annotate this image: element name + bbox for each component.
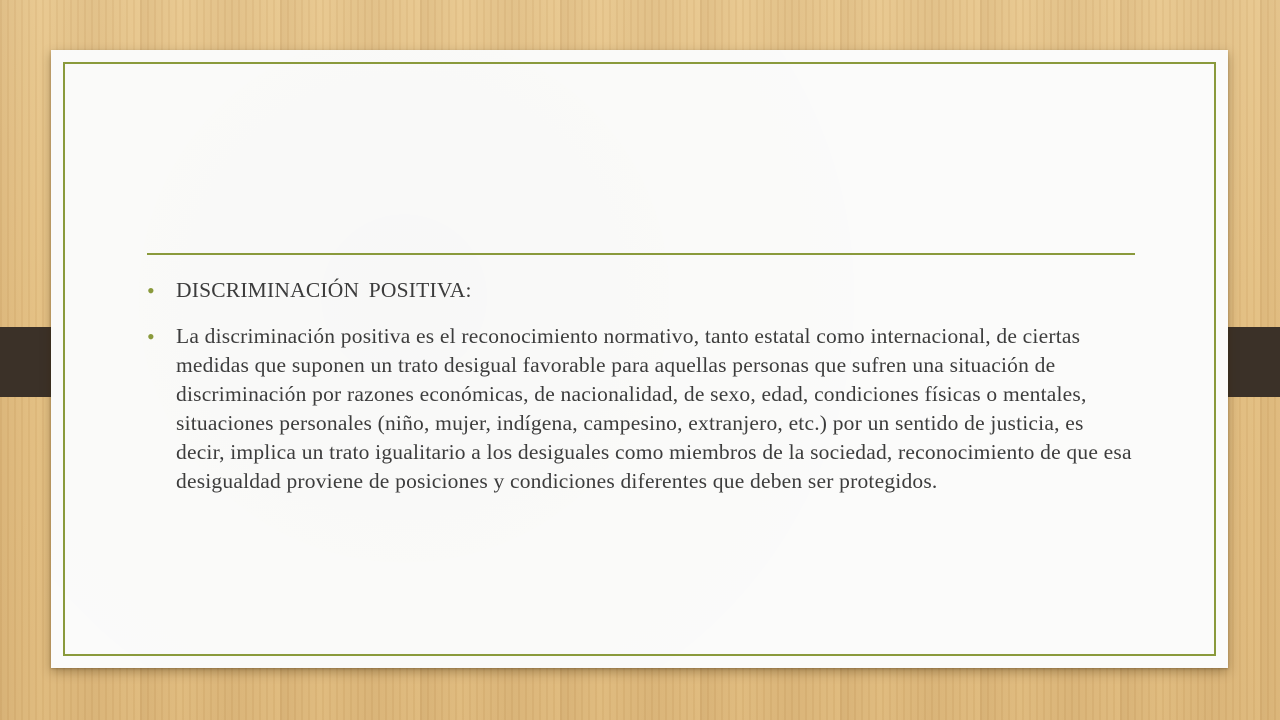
bullet-item-heading — [147, 276, 1137, 305]
body-text: La discriminación positiva es el reconocimiento normativo, tanto estatal como internacional, de ciertas medidas que suponen un trato desigual favorable para aquellas personas que sufren una situación de discriminación por razones económicas, de nacionalidad, de sexo, edad, condiciones físicas o mentales, situaciones personales (niño, mujer, indígena, campesino, extranjero, etc.) por un sentido de justicia, es decir, implica un trato igualitario a los desiguales como miembros de la sociedad, reconocimiento de que esa desigualdad proviene de posiciones y condiciones diferentes que deben ser protegidos. — [176, 324, 1132, 493]
heading-text: DISCRIMINACIÓN POSITIVA: — [176, 278, 472, 302]
bullet-item-body — [147, 322, 1137, 496]
bullet-icon: • — [147, 324, 155, 349]
title-divider-line — [147, 253, 1135, 255]
slide-paper — [51, 50, 1228, 668]
slide-content — [147, 276, 1137, 513]
bullet-icon: • — [147, 278, 155, 303]
